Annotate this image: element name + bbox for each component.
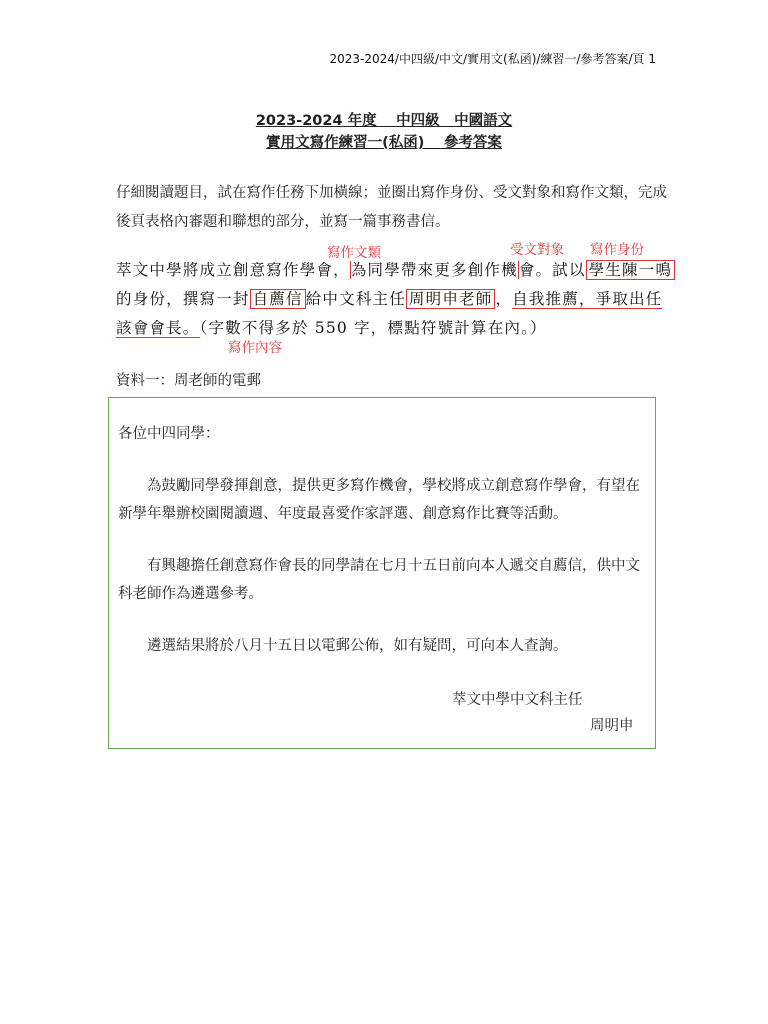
running-header: 2023-2024/中四級/中文/實用文(私函)/練習一/參考答案/頁 1 [329,52,656,66]
email-paragraph-3: 遴選結果將於八月十五日以電郵公佈，如有疑問，可向本人查詢。 [147,638,568,654]
annotation-recipient: 受文對象 [510,242,564,258]
title-line-1: 2023-2024 年度 中四級 中國語文 [255,113,513,129]
signature-organization: 萃文中學中文科主任 [452,692,583,708]
signature-name: 周明申 [590,718,634,734]
content-underline: 自我推薦，爭取出任該會會長。 [116,290,663,337]
recipient-box: 周明申老師 [406,289,496,309]
task-text-1: 萃文中學將成立創意寫作學會， [116,261,350,279]
task-text-2: 為同學帶來更多創作機 [350,261,518,279]
writing-task [116,256,676,343]
annotation-content: 寫作內容 [228,340,282,356]
task-text-4: 的身份，撰寫一封 [116,290,250,308]
document-title [0,110,768,154]
task-text-6: ， [495,290,513,308]
task-text-7: （字數不得多於 550 字，標點符號計算在內。） [199,319,547,337]
annotation-identity: 寫作身份 [590,242,644,258]
task-text-3: 會。試以 [518,261,586,279]
annotation-genre: 寫作文類 [327,245,381,261]
instruction-text: 仔細閱讀題目，試在寫作任務下加橫線；並圈出寫作身份、受文對象和寫作文類，完成後頁表格內審題和聯想的部分，並寫一篇事務書信。 [116,185,667,230]
identity-box: 學生陳一鳴 [586,260,676,280]
email-greeting: 各位中四同學： [118,426,220,442]
material-label: 資料一：周老師的電郵 [116,373,261,389]
email-material-box [108,397,656,749]
genre-box: 自薦信 [250,289,306,309]
title-line-2: 實用文寫作練習一(私函) 參考答案 [266,135,502,151]
email-paragraph-1: 為鼓勵同學發揮創意，提供更多寫作機會，學校將成立創意寫作學會，有望在新學年舉辦校園閱讀週、年度最喜愛作家評選、創意寫作比賽等活動。 [118,478,640,522]
task-text-5: 給中文科主任 [305,290,406,308]
email-paragraph-2: 有興趣擔任創意寫作會長的同學請在七月十五日前向本人遞交自薦信，供中文科老師作為遴選參考。 [118,558,640,602]
